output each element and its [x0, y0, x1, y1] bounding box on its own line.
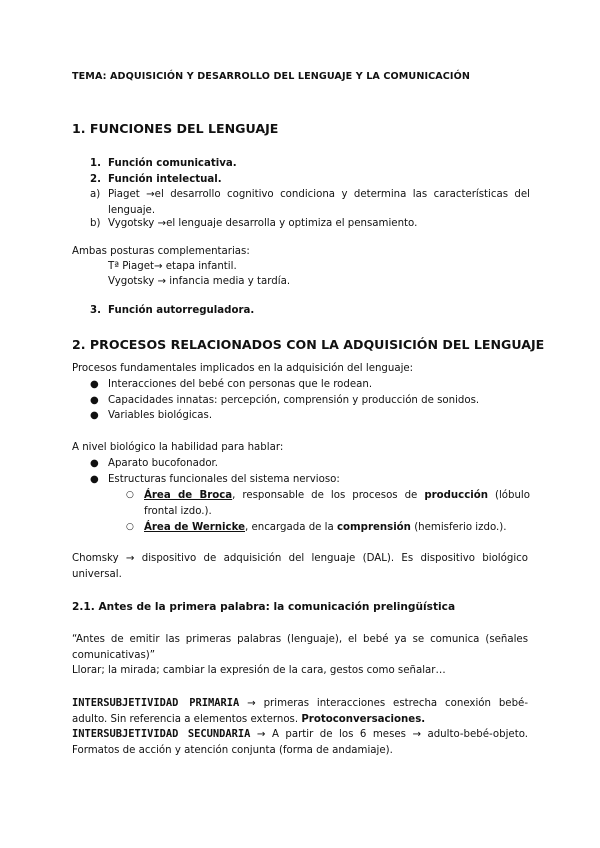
quote-paragraph: “Antes de emitir las primeras palabras (lenguaje), el bebé ya se comunica (señales comunicativas)” — [72, 634, 528, 661]
primary-intersubjectivity: INTERSUBJETIVIDAD PRIMARIA → primeras interacciones estrecha conexión bebé-adulto. Sin referencia a elementos externos. Protoconversaciones. — [72, 697, 528, 725]
bullet-text: Variables biológicas. — [108, 410, 213, 421]
bullet-text: Estructuras funcionales del sistema nervioso: — [108, 474, 340, 485]
vygotsky-stage-line: Vygotsky → infancia media y tardía. — [108, 276, 291, 287]
wernicke-keyword: comprensión — [337, 522, 411, 533]
list-marker: a) — [90, 189, 101, 200]
list-item-text: Función autorreguladora. — [108, 305, 255, 316]
wernicke-item — [126, 520, 530, 536]
wernicke-text: Área de Wernicke, encargada de la comprensión (hemisferio izdo.). — [144, 522, 507, 533]
broca-keyword: producción — [424, 490, 488, 501]
list-marker: 3. — [90, 305, 101, 316]
list-marker: 2. — [90, 174, 101, 185]
section-2-1-title: 2.1. Antes de la primera palabra: la comunicación prelingüística — [72, 601, 456, 613]
secondary-intersubjectivity: INTERSUBJETIVIDAD SECUNDARIA → A partir de los 6 meses → adulto-bebé-objeto. Formatos de acción y atención conjunta (forma de andamiaje). — [72, 728, 528, 756]
biological-intro: A nivel biológico la habilidad para hablar: — [72, 442, 284, 453]
list-item-text: Piaget →el desarrollo cognitivo condiciona y determina las características del lenguaje. — [108, 189, 530, 216]
protoconversations-keyword: Protoconversaciones. — [301, 713, 426, 725]
broca-name: Área de Broca — [144, 490, 233, 501]
list-item-a — [90, 187, 530, 218]
bullet-text: Capacidades innatas: percepción, comprensión y producción de sonidos. — [108, 395, 480, 406]
section-2-title: 2. PROCESOS RELACIONADOS CON LA ADQUISICIÓN DEL LENGUAJE — [72, 337, 545, 352]
chomsky-paragraph: Chomsky → dispositivo de adquisición del lenguaje (DAL). Es dispositivo biológico universal. — [72, 553, 528, 580]
list-item-text: Función comunicativa. — [108, 158, 237, 169]
bullet-icon: ● — [90, 379, 99, 390]
processes-intro: Procesos fundamentales implicados en la adquisición del lenguaje: — [72, 363, 414, 374]
circle-bullet-icon: ○ — [126, 522, 134, 532]
topic-title: TEMA: ADQUISICIÓN Y DESARROLLO DEL LENGUAJE Y LA COMUNICACIÓN — [72, 71, 470, 82]
both-postures-intro: Ambas posturas complementarias: — [72, 246, 250, 257]
broca-text: Área de Broca, responsable de los procesos de producción (lóbulo frontal izdo.). — [144, 490, 531, 517]
bullet-text: Aparato bucofonador. — [108, 458, 219, 469]
bullet-icon: ● — [90, 395, 99, 406]
list-item-text: Función intelectual. — [108, 174, 222, 185]
list-marker: b) — [90, 218, 101, 229]
wernicke-name: Área de Wernicke — [144, 522, 245, 533]
secondary-label: INTERSUBJETIVIDAD SECUNDARIA — [72, 728, 251, 740]
primary-label: INTERSUBJETIVIDAD PRIMARIA — [72, 697, 240, 709]
examples-line: Llorar; la mirada; cambiar la expresión de la cara, gestos como señalar… — [72, 665, 446, 676]
bullet-text: Interacciones del bebé con personas que le rodean. — [108, 379, 373, 390]
bullet-icon: ● — [90, 410, 99, 421]
broca-item — [126, 488, 530, 519]
bullet-icon: ● — [90, 474, 99, 485]
piaget-stage-line: Tª Piaget→ etapa infantil. — [108, 261, 237, 272]
list-item-text: Vygotsky →el lenguaje desarrolla y optimiza el pensamiento. — [108, 218, 418, 229]
bullet-icon: ● — [90, 458, 99, 469]
list-marker: 1. — [90, 158, 101, 169]
circle-bullet-icon: ○ — [126, 490, 134, 500]
section-1-title: 1. FUNCIONES DEL LENGUAJE — [72, 121, 279, 136]
